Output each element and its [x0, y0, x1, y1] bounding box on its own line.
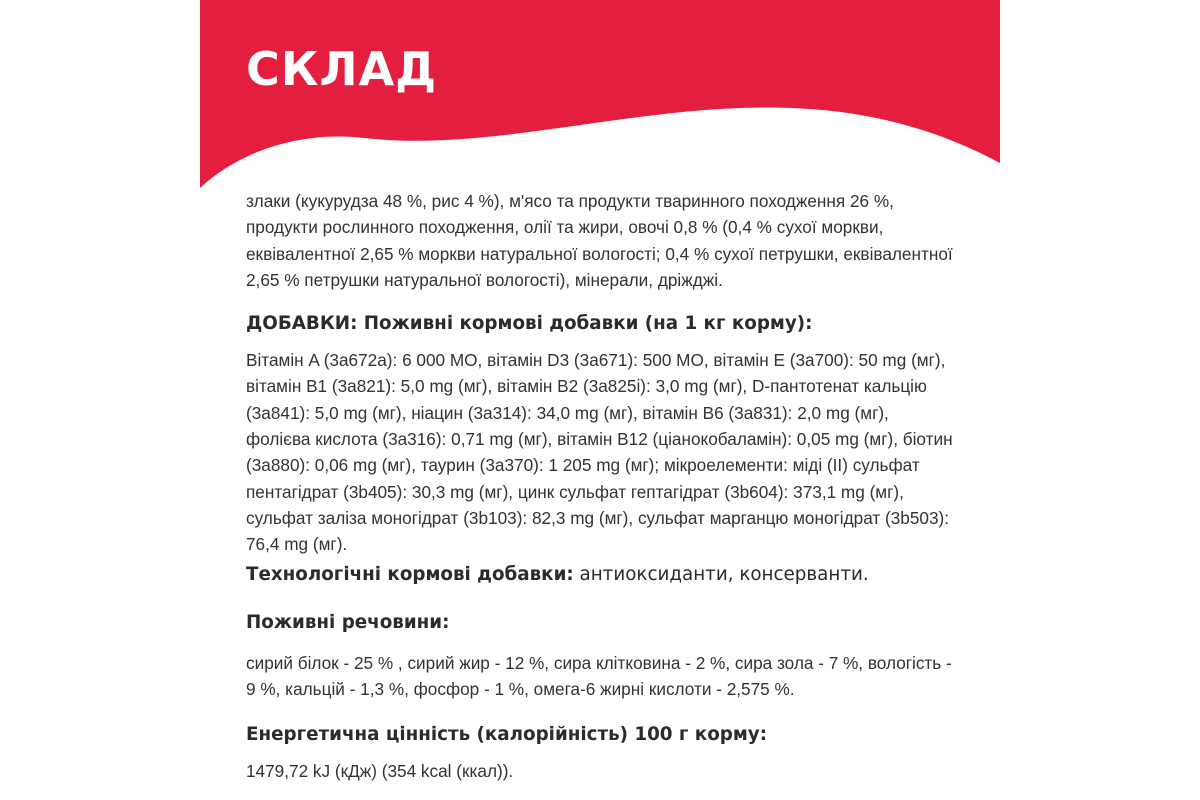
page-title: СКЛАД: [246, 42, 438, 96]
technological-additives-value: антиоксиданти, консерванти.: [573, 563, 869, 585]
nutrients-heading: Поживні речовини:: [246, 611, 450, 633]
technological-additives: [246, 562, 956, 588]
composition-content: [246, 188, 956, 784]
technological-additives-label: Технологічні кормові добавки:: [246, 563, 574, 585]
additives-heading: ДОБАВКИ: Поживні кормові добавки (на 1 кг корму):: [246, 313, 813, 335]
header-banner: [200, 0, 1000, 190]
energy-text: 1479,72 kJ (кДж) (354 kcal (ккал)).: [246, 761, 514, 782]
additives-text: Вітамін A (3a672a): 6 000 МО, вітамін D3 (3a671): 500 МО, вітамін E (3a700): 50 mg (мг), вітамін B1 (3a821): 5,0 mg (мг), вітамін B2 (3a825i): 3,0 mg (мг), D-пантотенат кальцію (3a841): 5,0 mg (мг), ніацин (3a314): 34,0 mg (мг), вітамін B6 (3a831): 2,0 mg (мг), фолієва кислота (3a316): 0,71 mg (мг), вітамін B12 (ціанокобаламін): 0,05 mg (мг), біотин (3a880): 0,06 mg (мг), таурин (3a370): 1 205 mg (мг); мікроелементи: міді (II) сульфат пентагідрат (3b405): 30,3 mg (мг), цинк сульфат гептагідрат (3b604): 373,1 mg (мг), сульфат заліза моногідрат (3b103): 82,3 mg (мг), сульфат марганцю моногідрат (3b503): 76,4 mg (мг).: [246, 350, 953, 555]
nutrients-text: сирий білок - 25 % , сирий жир - 12 %, сира клітковина - 2 %, сира зола - 7 %, вологість - 9 %, кальцій - 1,3 %, фосфор - 1 %, омега-6 жирні кислоти - 2,575 %.: [246, 652, 952, 699]
ingredients-text: злаки (кукурудза 48 %, рис 4 %), м'ясо та продукти тваринного походження 26 %, продукти рослинного походження, олії та жири, овочі 0,8 % (0,4 % сухої моркви, еквівалентної 2,65 % моркви натуральної вологості; 0,4 % сухої петрушки, еквівалентної 2,65 % петрушки натуральної вологості), мінерали, дріжджі.: [246, 191, 953, 290]
composition-card: [200, 0, 1000, 800]
energy-heading: Енергетична цінність (калорійність) 100 г корму:: [246, 724, 768, 746]
